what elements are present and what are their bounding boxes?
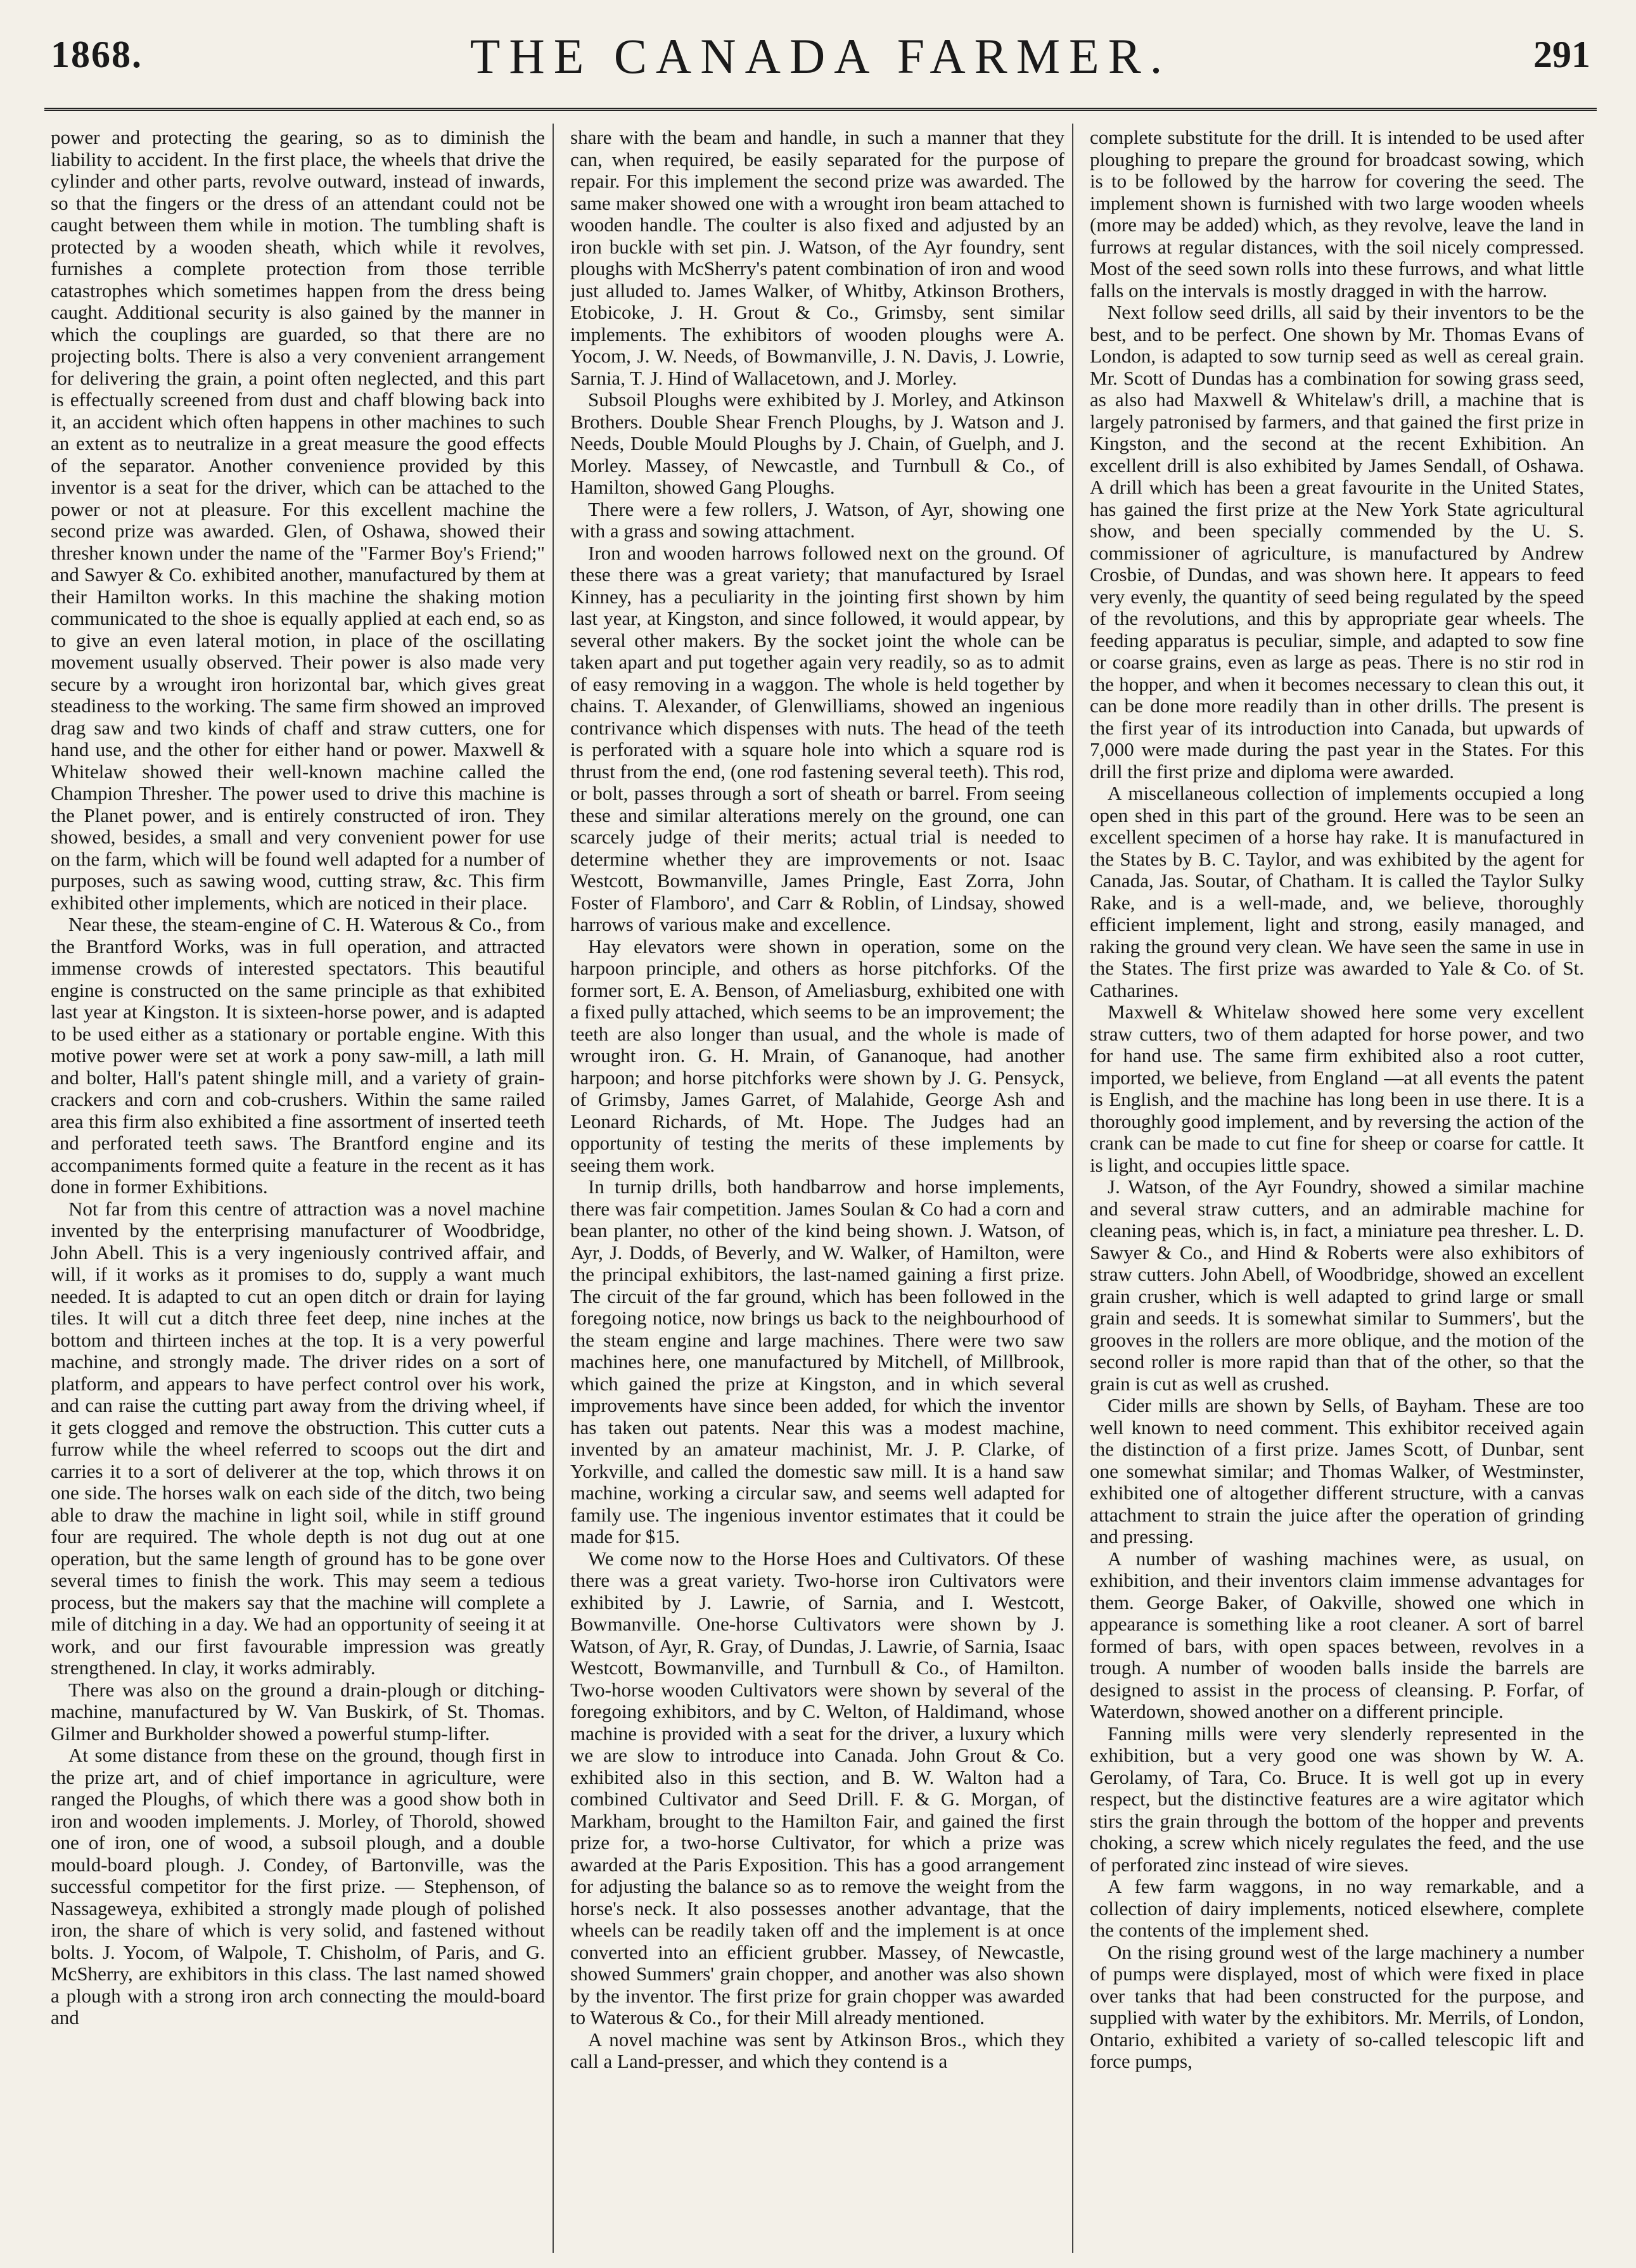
paragraph: Subsoil Ploughs were exhibited by J. Morley, and Atkinson Brothers. Double Shear French Ploughs, by J. Watson and J. Needs, Double Mould Ploughs by J. Chain, of Guelph, and J. Morley. Massey, of Newcastle, and Turnbull & Co., of Hamilton, showed Gang Ploughs. — [570, 388, 1064, 498]
paragraph: Not far from this centre of attraction was a novel machine invented by the enterprising manufacturer of Woodbridge, John Abell. This is a very ingeniously contrived affair, and will, if it works as it promises to do, supply a want much needed. It is adapted to cut an open ditch or drain for laying tiles. It will cut a ditch three feet deep, nine inches at the bottom and thirteen inches at the top. It is a very powerful machine, and strongly made. The driver rides on a sort of platform, and appears to have perfect control over his work, and can raise the cutting part away from the driving wheel, if it gets clogged and remove the obstruction. This cutter cuts a furrow while the wheel referred to scoops out the dirt and carries it to a sort of deliverer at the top, which throws it on one side. The horses walk on each side of the ditch, two being able to draw the machine in light soil, while in stiff ground four are required. The whole depth is not dug out at one operation, but the same length of ground has to be gone over several times to finish the work. This may seem a tedious process, but the makers say that the machine will complete a mile of ditching in a day. We had an opportunity of seeing it at work, and our first favourable impression was greatly strengthened. In clay, it works admirably. — [51, 1197, 545, 1679]
paragraph: Near these, the steam-engine of C. H. Waterous & Co., from the Brantford Works, was in full operation, and attracted immense crowds of interested spectators. This beautiful engine is constructed on the same principle as that exhibited last year at Kingston. It is sixteen-horse power, and is adapted to be used either as a stationary or portable engine. With this motive power were set at work a pony saw-mill, a lath mill and bolter, Hall's patent shingle mill, and a variety of grain-crackers and corn and cob-crushers. Within the same railed area this firm also exhibited a fine assortment of inserted teeth and perforated teeth saws. The Brantford engine and its accompaniments formed quite a feature in the recent as it has done in former Exhibitions. — [51, 913, 545, 1198]
paragraph: A novel machine was sent by Atkinson Bros., which they call a Land-presser, and which they contend is a — [570, 2028, 1064, 2072]
paragraph: There was also on the ground a drain-plough or ditching-machine, manufactured by W. Van Buskirk, of St. Thomas. Gilmer and Burkholder showed a powerful stump-lifter. — [51, 1678, 545, 1745]
paragraph: Fanning mills were very slenderly represented in the exhibition, but a very good one was shown by W. A. Gerolamy, of Tara, Co. Bruce. It is well got up in every respect, but the distinctive features are a wire agitator which stirs the grain through the bottom of the hopper and prevents choking, a screw which nicely regulates the feed, and the use of perforated zinc instead of wire sieves. — [1090, 1722, 1584, 1876]
paragraph: In turnip drills, both handbarrow and horse implements, there was fair competition. James Soulan & Co had a corn and bean planter, no other of the kind being shown. J. Watson, of Ayr, J. Dodds, of Beverly, and W. Walker, of Hamilton, were the principal exhibitors, the last-named gaining a first prize. The circuit of the far ground, which has been followed in the foregoing notice, now brings us back to the neighbourhood of the steam engine and large machines. There were two saw machines here, one manufactured by Mitchell, of Millbrook, which gained the prize at Kingston, and in which several improvements have since been added, for which the inventor has taken out patents. Near this was a modest machine, invented by an amateur machinist, Mr. J. P. Clarke, of Yorkville, and called the domestic saw mill. It is a hand saw machine, working a circular saw, and seems well adapted for family use. The ingenious inventor estimates that it could be made for $15. — [570, 1176, 1064, 1547]
paragraph: Cider mills are shown by Sells, of Bayham. These are too well known to need comment. This exhibitor received again the distinction of a first prize. James Scott, of Dunbar, sent one somewhat similar; and Thomas Walker, of Westminster, exhibited one of altogether different structure, with a canvas attachment to strain the juice after the operation of grinding and pressing. — [1090, 1394, 1584, 1547]
column-divider — [553, 124, 554, 2253]
masthead — [44, 0, 1597, 111]
page-number: 291 — [1533, 34, 1590, 75]
column-1 — [51, 127, 545, 2250]
paragraph: A few farm waggons, in no way remarkable, and a collection of dairy implements, noticed elsewhere, complete the contents of the implement shed. — [1090, 1875, 1584, 1941]
header-rule — [44, 108, 1597, 111]
paragraph: share with the beam and handle, in such a manner that they can, when required, be easily separated for the purpose of repair. For this implement the second prize was awarded. The same maker showed one with a wrought iron beam attached to wooden handle. The coulter is also fixed and adjusted by an iron buckle with set pin. J. Watson, of the Ayr foundry, sent ploughs with McSherry's patent combination of iron and wood just alluded to. James Walker, of Whitby, Atkinson Brothers, Etobicoke, J. H. Grout & Co., Grimsby, sent similar implements. The exhibitors of wooden ploughs were A. Yocom, J. W. Needs, of Bowmanville, J. N. Davis, J. Lowrie, Sarnia, T. J. Hind of Wallacetown, and J. Morley. — [570, 127, 1064, 389]
paragraph: Hay elevators were shown in operation, some on the harpoon principle, and others as horse pitchforks. Of the former sort, E. A. Benson, of Ameliasburg, exhibited one with a fixed pully attached, which seems to be an improvement; the teeth are also longer than usual, and the whole is made of wrought iron. G. H. Mrain, of Gananoque, had another harpoon; and horse pitchforks were shown by J. G. Pensyck, of Grimsby, James Garret, of Malahide, George Ash and Leonard Richards, of Mt. Hope. The Judges had an opportunity of testing the merits of these implements by seeing them work. — [570, 935, 1064, 1176]
paragraph: J. Watson, of the Ayr Foundry, showed a similar machine and several straw cutters, and an admirable machine for cleaning peas, which is, in fact, a miniature pea thresher. L. D. Sawyer & Co., and Hind & Roberts were also exhibitors of straw cutters. John Abell, of Woodbridge, showed an excellent grain crusher, which is well adapted to grind large or small grain and seeds. It is somewhat similar to Summers', but the grooves in the rollers are more oblique, and the motion of the second roller is more rapid than that of the other, so that the grain is cut as well as crushed. — [1090, 1176, 1584, 1395]
paragraph: A number of washing machines were, as usual, on exhibition, and their inventors claim immense advantages for them. George Baker, of Oakville, showed one which in appearance is something like a root cleaner. A sort of barrel formed of bars, with open spaces between, revolves in a trough. A number of wooden balls inside the barrels are designed to assist in the process of cleansing. P. Forfar, of Waterdown, showed another on a different principle. — [1090, 1547, 1584, 1722]
paragraph: We come now to the Horse Hoes and Cultivators. Of these there was a great variety. Two-horse iron Cultivators were exhibited by J. Lawrie, of Sarnia, and I. Westcott, Bowmanville. One-horse Cultivators were shown by J. Watson, of Ayr, R. Gray, of Dundas, J. Lawrie, of Sarnia, Isaac Westcott, Bowmanville, and Turnbull & Co., of Hamilton. Two-horse wooden Cultivators were shown by several of the foregoing exhibitors, and by C. Welton, of Haldimand, whose machine is provided with a seat for the driver, a luxury which we are slow to introduce into Canada. John Grout & Co. exhibited also in this section, and B. W. Walton had a combined Cultivator and Seed Drill. F. & G. Morgan, of Markham, brought to the Hamilton Fair, and gained the first prize for, a two-horse Cultivator, for which a prize was awarded at the Paris Exposition. This has a good arrangement for adjusting the balance so as to remove the weight from the horse's neck. It also possesses another advantage, that the wheels can be readily taken off and the implement is at once converted into an efficient grubber. Massey, of Newcastle, showed Summers' grain chopper, and another was also shown by the inventor. The first prize for grain chopper was awarded to Waterous & Co., for their Mill already mentioned. — [570, 1547, 1064, 2028]
paragraph: At some distance from these on the ground, though first in the prize art, and of chief importance in agriculture, were ranged the Ploughs, of which there was a good show both in iron and wooden implements. J. Morley, of Thorold, showed one of iron, one of wood, a subsoil plough, and a double mould-board plough. J. Condey, of Bartonville, was the successful competitor for the first prize. — Stephenson, of Nassageweya, exhibited a strongly made plough of polished iron, the share of which is very solid, and fastened without bolts. J. Yocom, of Walpole, T. Chisholm, of Paris, and G. McSherry, are exhibitors in this class. The last named showed a plough with a strong iron arch connecting the mould-board and — [51, 1744, 545, 2028]
column-2 — [570, 127, 1064, 2250]
paragraph: On the rising ground west of the large machinery a number of pumps were displayed, most of which were fixed in place over tanks that had been constructed for the purpose, and supplied with water by the exhibitors. Mr. Merrils, of London, Ontario, exhibited a variety of so-called telescopic lift and force pumps, — [1090, 1940, 1584, 2072]
paragraph: Iron and wooden harrows followed next on the ground. Of these there was a great variety; that manufactured by Israel Kinney, has a peculiarity in the jointing first shown by him last year, at Kingston, and since followed, it would appear, by several other makers. By the socket joint the whole can be taken apart and put together again very readily, so as to admit of easy removing in a waggon. The whole is held together by chains. T. Alexander, of Glenwilliams, showed an ingenious contrivance which dispenses with nuts. The head of the teeth is perforated with a square hole into which a square rod is thrust from the end, (one rod fastening several teeth). This rod, or bolt, passes through a sort of sheath or barrel. From seeing these and similar alterations merely on the ground, one can scarcely judge of their merits; actual trial is needed to determine whether they are improvements or not. Isaac Westcott, Bowmanville, James Pringle, East Zorra, John Foster of Flamboro', and Carr & Roblin, of Lindsay, showed harrows of various make and excellence. — [570, 541, 1064, 935]
paragraph: complete substitute for the drill. It is intended to be used after ploughing to prepare the ground for broadcast sowing, which is to be followed by the harrow for covering the seed. The implement shown is furnished with two large wooden wheels (more may be added) which, as they revolve, leave the land in furrows at regular distances, with the soil nicely compressed. Most of the seed sown rolls into these furrows, and what little falls on the intervals is mostly dragged in with the harrow. — [1090, 127, 1584, 302]
paragraph: power and protecting the gearing, so as to diminish the liability to accident. In the first place, the wheels that drive the cylinder and other parts, revolve outward, instead of inwards, so that the fingers or the dress of an attendant could not be caught between them while in motion. The tumbling shaft is protected by a wooden sheath, which while it revolves, furnishes a complete protection from those terrible catastrophes which sometimes happen from the dress being caught. Additional security is also gained by the manner in which the couplings are guarded, so that there are no projecting bolts. There is also a very convenient arrangement for delivering the grain, a point often neglected, and this part is effectually screened from dust and chaff blowing back into it, an accident which often happens in other machines to such an extent as to neutralize in a great measure the good effects of the separator. Another convenience provided by this inventor is a seat for the driver, which can be attached to the power or not at pleasure. For this excellent machine the second prize was awarded. Glen, of Oshawa, showed their thresher known under the name of the "Farmer Boy's Friend;" and Sawyer & Co. exhibited another, manufactured by them at their Hamilton works. In this machine the shaking motion communicated to the shoe is equally applied at each end, so as to give an even lateral motion, in place of the oscillating movement usually observed. Their power is also made very secure by a wrought iron horizontal bar, which gives great steadiness to the working. The same firm showed an improved drag saw and two kinds of chaff and straw cutters, one for hand use, and the other for either hand or power. Maxwell & Whitelaw showed their well-known machine called the Champion Thresher. The power used to drive this machine is the Planet power, and is entirely constructed of iron. They showed, besides, a small and very convenient power for use on the farm, which will be found well adapted for a number of purposes, such as sawing wood, cutting straw, &c. This firm exhibited other implements, which are noticed in their place. — [51, 127, 545, 914]
column-3 — [1090, 127, 1584, 2250]
paragraph: A miscellaneous collection of implements occupied a long open shed in this part of the ground. Here was to be seen an excellent specimen of a horse hay rake. It is manufactured in the States by B. C. Taylor, and was exhibited by the agent for Canada, Jas. Soutar, of Chatham. It is called the Taylor Sulky Rake, and is a well-made, and, we believe, thoroughly efficient implement, light and strong, easily managed, and raking the ground very clean. We have seen the same in use in the States. The first prize was awarded to Yale & Co. of St. Catharines. — [1090, 782, 1584, 1001]
newspaper-title: THE CANADA FARMER. — [470, 29, 1172, 84]
paragraph: Maxwell & Whitelaw showed here some very excellent straw cutters, two of them adapted for horse power, and two for hand use. The same firm exhibited also a root cutter, imported, we believe, from England —at all events the patent is English, and the machine has long been in use there. It is a thoroughly good implement, and by reversing the action of the crank can be made to cut fine for sheep or coarse for cattle. It is light, and occupies little space. — [1090, 1001, 1584, 1176]
paragraph: Next follow seed drills, all said by their inventors to be the best, and to be perfect. One shown by Mr. Thomas Evans of London, is adapted to sow turnip seed as well as cereal grain. Mr. Scott of Dundas has a combination for sowing grass seed, as also had Maxwell & Whitelaw's drill, a machine that is largely patronised by farmers, and that gained the first prize in Kingston, and the second at the recent Exhibition. An excellent drill is also exhibited by James Sendall, of Oshawa. A drill which has been a great favourite in the United States, has gained the first prize at the New York State agricultural show, and been specially commended by the U. S. commissioner of agriculture, is manufactured by Andrew Crosbie, of Dundas, and was shown here. It appears to feed very evenly, the quantity of seed being regulated by the speed of the revolutions, and this by appropriate gear wheels. The feeding apparatus is peculiar, simple, and adapted to sow fine or coarse grains, even as large as peas. There is no stir rod in the hopper, and when it becomes necessary to clean this out, it can be done more readily than in other drills. The present is the first year of its introduction into Canada, but upwards of 7,000 were made during the past year in the States. For this drill the first prize and diploma were awarded. — [1090, 301, 1584, 783]
paragraph: There were a few rollers, J. Watson, of Ayr, showing one with a grass and sowing attachment. — [570, 497, 1064, 542]
column-divider — [1072, 124, 1073, 2253]
issue-year: 1868. — [51, 34, 143, 75]
